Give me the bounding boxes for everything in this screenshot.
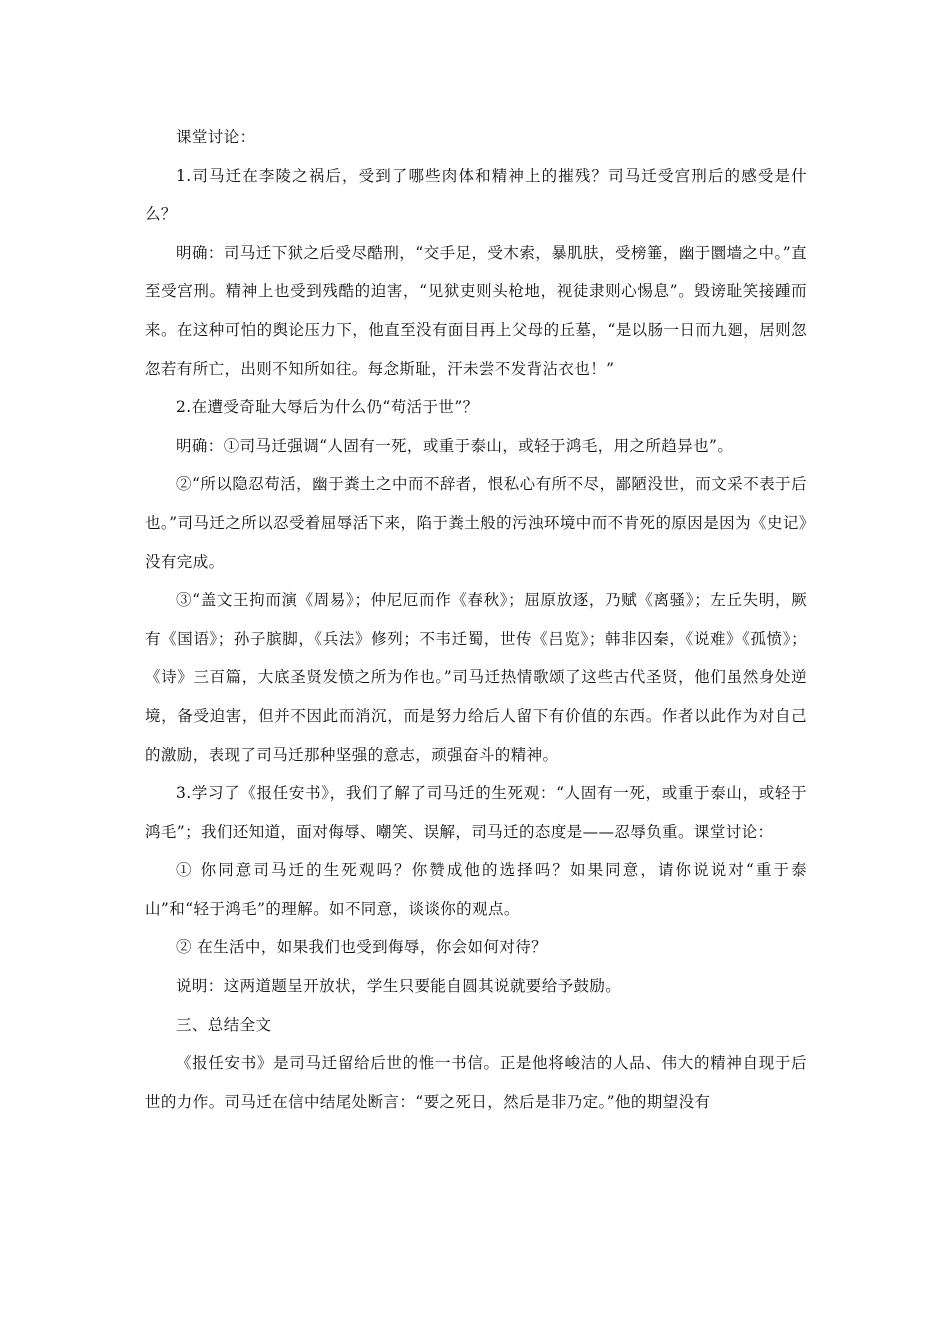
question-3: 3.学习了《报任安书》，我们了解了司马迁的生死观：“人固有一死，或重于泰山，或轻于鸿毛”；我们还知道，面对侮辱、嘲笑、误解，司马迁的态度是——忍辱负重。课堂讨论： — [145, 784, 807, 841]
answer-2-point-3: ③“盖文王拘而演《周易》；仲尼厄而作《春秋》；屈原放逐，乃赋《离骚》；左丘失明，厥有《国语》；孙子膑脚，《兵法》修列；不韦迁蜀，世传《吕览》；韩非囚秦，《说难》《孤愤》；《诗》三百篇，大底圣贤发愤之所为作也。”司马迁热情歌颂了这些古代圣贤，他们虽然身处逆境，备受迫害，但并不因此而消沉，而是努力给后人留下有价值的东西。作者以此作为对自己的激励，表现了司马迁那种坚强的意志，顽强奋斗的精神。 — [145, 591, 807, 764]
discussion-item-2: ② 在生活中，如果我们也受到侮辱，你会如何对待？ — [176, 938, 548, 957]
section-heading-summary: 三、总结全文 — [176, 1015, 272, 1034]
discussion-heading: 课堂讨论： — [176, 128, 256, 146]
document-body — [145, 118, 807, 1121]
question-1: 1.司马迁在李陵之祸后，受到了哪些肉体和精神上的摧残？司马迁受宫刑后的感受是什么？ — [145, 166, 807, 224]
summary-paragraph: 《报任安书》是司马迁留给后世的惟一书信。正是他将峻洁的人品、伟大的精神自现于后世的力作。司马迁在信中结尾处断言：“要之死日，然后是非乃定。”他的期望没有 — [145, 1054, 807, 1111]
discussion-item-1: ① 你同意司马迁的生死观吗？你赞成他的选择吗？如果同意，请你说说对“重于泰山”和“轻于鸿毛”的理解。如不同意，谈谈你的观点。 — [145, 861, 807, 918]
answer-2-point-1: 明确：①司马迁强调“人固有一死，或重于泰山，或轻于鸿毛，用之所趋异也”。 — [176, 436, 734, 455]
question-2: 2.在遭受奇耻大辱后为什么仍“苟活于世”？ — [176, 398, 479, 417]
answer-1: 明确：司马迁下狱之后受尽酷刑，“交手足，受木索，暴肌肤，受榜箠，幽于圜墙之中。”直至受宫刑。精神上也受到残酷的迫害，“见狱吏则头枪地，视徒隶则心惕息”。毁谤耻笑接踵而来。在这种可怕的舆论压力下，他直至没有面目再上父母的丘墓，“是以肠一日而九廻，居则忽忽若有所亡，出则不知所如往。每念斯耻，汗未尝不发背沾衣也！” — [145, 243, 807, 378]
discussion-note: 说明：这两道题呈开放状，学生只要能自圆其说就要给予鼓励。 — [176, 977, 622, 996]
answer-2-point-2: ②“所以隐忍苟活，幽于粪土之中而不辞者，恨私心有所不尽，鄙陋没世，而文采不表于后也。”司马迁之所以忍受着屈辱活下来，陷于粪土般的污浊环境中而不肯死的原因是因为《史记》没有完成。 — [145, 475, 807, 571]
